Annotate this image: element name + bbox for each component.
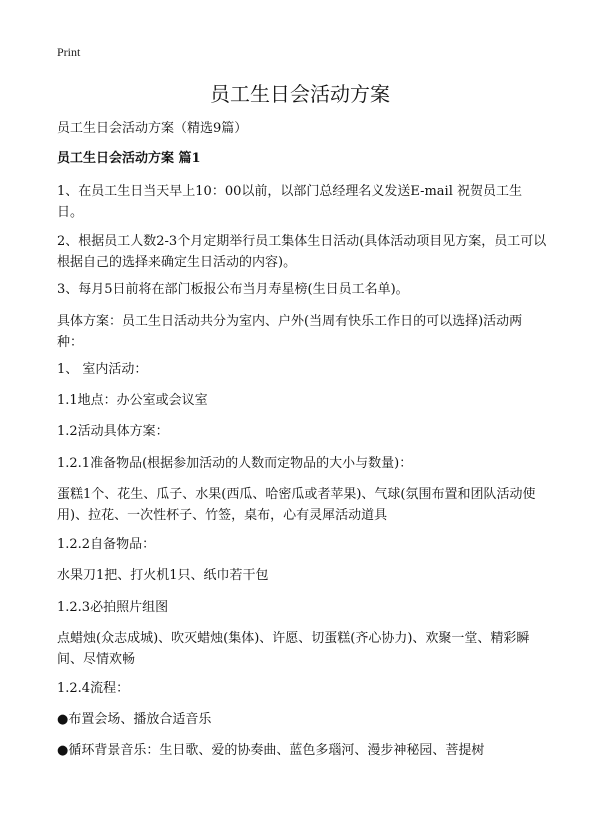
paragraph: ●布置会场、播放合适音乐	[57, 712, 212, 727]
paragraph: 1、 室内活动：	[57, 362, 148, 377]
paragraph: 点蜡烛(众志成城)、吹灭蜡烛(集体)、许愿、切蛋糕(齐心协力)、欢聚一堂、精彩瞬间、尽情欢畅	[57, 631, 530, 667]
paragraph: 1.1地点：办公室或会议室	[57, 393, 208, 408]
paragraph: 1.2.4流程：	[57, 681, 130, 696]
paragraph: 具体方案：员工生日活动共分为室内、户外(当周有快乐工作日的可以选择)活动两种：	[57, 314, 523, 350]
paragraph: 1.2活动具体方案：	[57, 424, 169, 439]
paragraph: 1.2.1准备物品(根据参加活动的人数而定物品的大小与数量)：	[57, 456, 413, 471]
paragraph: 1、在员工生日当天早上10：00以前，以部门总经理名义发送E-mail 祝贺员工生日。	[57, 184, 523, 220]
paragraph: 3、每月5日前将在部门板报公布当月寿星榜(生日员工名单)。	[57, 282, 409, 297]
paragraph: ●循环背景音乐：生日歌、爱的协奏曲、蓝色多瑙河、漫步神秘园、菩提树	[57, 743, 485, 758]
paragraph: 2、根据员工人数2-3个月定期举行员工集体生日活动(具体活动项目见方案，员工可以根据自己的选择来确定生日活动的内容)。	[57, 234, 547, 270]
section-heading: 员工生日会活动方案 篇1	[57, 151, 201, 166]
print-label: Print	[57, 45, 81, 59]
document-subtitle: 员工生日会活动方案（精选9篇）	[57, 121, 248, 136]
paragraph: 1.2.3必拍照片组图	[57, 600, 169, 615]
paragraph: 蛋糕1个、花生、瓜子、水果(西瓜、哈密瓜或者苹果)、气球(氛围布置和团队活动使用)、拉花、一次性杯子、竹签，桌布，心有灵犀活动道具	[57, 487, 536, 523]
paragraph: 1.2.2自备物品：	[57, 537, 156, 552]
document-title: 员工生日会活动方案	[210, 82, 390, 106]
paragraph: 水果刀1把、打火机1只、纸巾若干包	[57, 568, 269, 583]
